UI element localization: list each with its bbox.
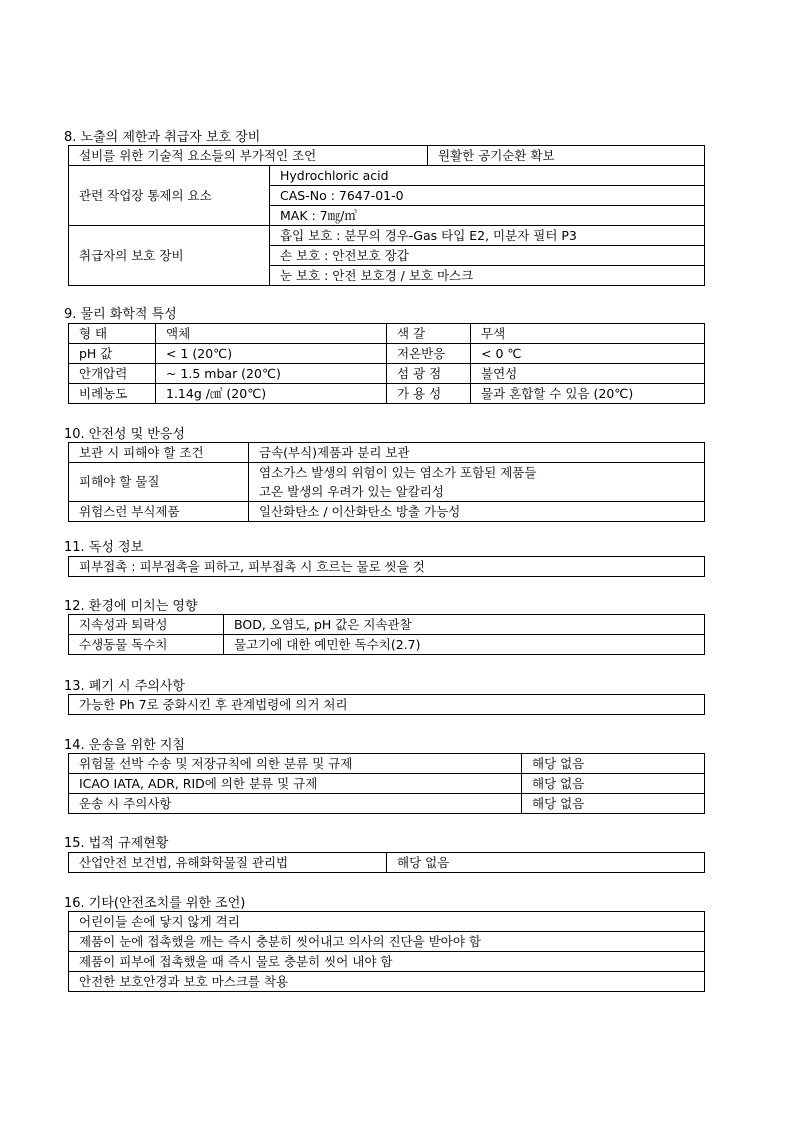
cell-label: 운송 시 주의사항 [69,794,522,814]
table-row [69,932,705,952]
cell-value: 일산화탄소 / 이산화탄소 방출 가능성 [249,502,705,522]
table-row [69,364,705,384]
cell-value: 무색 [471,324,705,344]
cell-value: 피부접촉 : 피부접촉을 피하고, 피부접촉 시 흐르는 물로 씻을 것 [69,557,705,577]
cell-label: 위험물 선박 수송 및 저장규칙에 의한 분류 및 규제 [69,754,522,774]
section-16-table [68,911,705,992]
cell-value: 해당 없음 [522,794,705,814]
cell-value: Hydrochloric acid [270,166,705,186]
section-16-title: 16. 기타(안전조치를 위한 조언) [64,896,246,911]
table-row [69,695,705,715]
table-row [69,324,705,344]
cell-label: 취급자의 보호 장비 [69,226,270,286]
list-item: 제품이 눈에 접촉했을 깨는 즉시 충분히 씻어내고 의사의 진단을 받아야 함 [69,932,705,952]
cell-value: 손 보호 : 안전보호 장갑 [270,246,705,266]
section-15-title: 15. 법적 규제현황 [64,836,169,851]
cell-value: 염소가스 발생의 위험이 있는 염소가 포함된 제품들 [249,463,705,483]
cell-value: BOD, 오염도, pH 값은 지속관찰 [224,615,705,635]
cell-value: 액체 [156,324,387,344]
list-item: 안전한 보호안경과 보호 마스크를 착용 [69,972,705,992]
section-9-table [68,323,705,404]
cell-value: 해당 없음 [522,774,705,794]
cell-value: 물고기에 대한 예민한 독수치(2.7) [224,635,705,655]
cell-label: 색 갈 [387,324,471,344]
cell-value: < 0 ℃ [471,344,705,364]
list-item: 어린이들 손에 닿지 않게 격리 [69,912,705,932]
table-row [69,754,705,774]
cell-value: 불연성 [471,364,705,384]
cell-label: 보관 시 피해야 할 조건 [69,443,249,463]
cell-label: 산업안전 보건법, 유해화학물질 관리법 [69,853,387,873]
section-10-table [68,442,705,522]
table-row [69,912,705,932]
cell-label: 형 태 [69,324,156,344]
cell-value: 1.14g /㎤ (20℃) [156,384,387,404]
section-10-title: 10. 안전성 및 반응성 [64,427,185,442]
cell-label: 지속성과 퇴락성 [69,615,224,635]
table-row [69,794,705,814]
table-row [69,635,705,655]
section-9-title: 9. 물리 화학적 특성 [64,307,177,322]
section-14-table [68,753,705,814]
section-13-table [68,694,705,715]
table-row [69,615,705,635]
cell-value: CAS-No : 7647-01-0 [270,186,705,206]
cell-value: 고온 발생의 우려가 있는 알칼리성 [249,482,705,502]
table-row [69,226,705,246]
table-row [69,774,705,794]
table-row [69,344,705,364]
table-row [69,146,705,166]
cell-label: 위험스런 부식제품 [69,502,249,522]
cell-label: 안개압력 [69,364,156,384]
cell-label: ICAO IATA, ADR, RID에 의한 분류 및 규제 [69,774,522,794]
cell-value: 해당 없음 [522,754,705,774]
cell-label: 설비를 위한 기술적 요소들의 부가적인 조언 [69,146,428,166]
cell-label: 섬 광 점 [387,364,471,384]
cell-label: 수생동물 독수치 [69,635,224,655]
section-11-title: 11. 독성 정보 [64,540,144,555]
cell-value: 해당 없음 [387,853,705,873]
section-15-table [68,852,705,873]
cell-value: 원활한 공기순환 확보 [428,146,705,166]
cell-label: 저온반응 [387,344,471,364]
cell-label: 관련 작업장 통제의 요소 [69,166,270,226]
table-row [69,384,705,404]
section-8-title: 8. 노출의 제한과 취급자 보호 장비 [64,130,261,145]
table-row [69,853,705,873]
table-row [69,557,705,577]
cell-label: pH 값 [69,344,156,364]
list-item: 제품이 피부에 접촉했을 때 즉시 물로 충분히 씻어 내야 함 [69,952,705,972]
table-row [69,972,705,992]
cell-value: MAK : 7㎎/㎥ [270,206,705,226]
cell-value: 물과 혼합할 수 있음 (20℃) [471,384,705,404]
section-12-table [68,614,705,655]
section-8-table [68,145,705,286]
cell-label: 가 용 성 [387,384,471,404]
table-row [69,166,705,186]
section-14-title: 14. 운송을 위한 지침 [64,738,185,753]
table-row [69,463,705,483]
cell-value: 흡입 보호 : 분무의 경우-Gas 타입 E2, 미분자 필터 P3 [270,226,705,246]
section-12-title: 12. 환경에 미치는 영향 [64,599,198,614]
section-11-table [68,556,705,577]
cell-value: ~ 1.5 mbar (20℃) [156,364,387,384]
cell-label: 비례농도 [69,384,156,404]
cell-value: 눈 보호 : 안전 보호경 / 보호 마스크 [270,266,705,286]
cell-value: 가능한 Ph 7로 중화시킨 후 관계법령에 의거 처리 [69,695,705,715]
cell-label: 피해야 할 물질 [69,463,249,502]
table-row [69,443,705,463]
table-row [69,952,705,972]
cell-value: 금속(부식)제품과 분리 보관 [249,443,705,463]
section-13-title: 13. 폐기 시 주의사항 [64,679,185,694]
table-row [69,502,705,522]
cell-value: < 1 (20℃) [156,344,387,364]
